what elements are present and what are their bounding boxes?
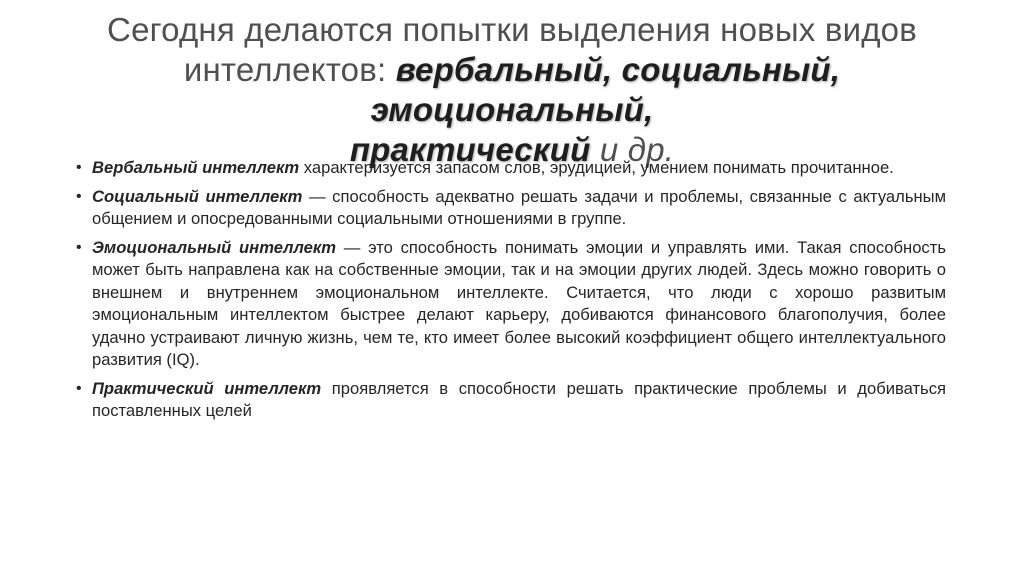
bullet-icon: •: [76, 159, 82, 176]
bullet-icon: •: [76, 187, 82, 205]
slide-title: [60, 10, 964, 170]
list-item-verbal: [76, 157, 946, 180]
bullet-list: [76, 157, 946, 429]
item-text: характеризуется запасом слов, эрудицией, умением понимать прочитанное.: [303, 158, 894, 177]
title-emphasis-1: вербальный, социальный, эмоциональный,: [370, 51, 841, 128]
list-item-practical: [76, 378, 946, 423]
title-line-2: [60, 50, 964, 130]
term-label: Вербальный интеллект: [92, 158, 300, 177]
title-suffix: и др.: [599, 131, 675, 168]
term-label: Эмоциональный интеллект: [92, 237, 336, 257]
list-item-emotional: [76, 237, 946, 372]
title-emphasis-2: практический: [349, 131, 591, 168]
term-label: Практический интеллект: [92, 378, 322, 398]
title-prefix: интеллектов:: [183, 51, 387, 88]
bullet-icon: •: [76, 238, 82, 256]
item-text: — способность адекватно решать задачи и проблемы, связанные с актуальным общением и опосредованными социальными отношениями в группе.: [92, 186, 946, 228]
term-label: Социальный интеллект: [92, 186, 303, 206]
bullet-icon: •: [76, 379, 82, 397]
title-line-1: Сегодня делаются попытки выделения новых видов: [107, 11, 917, 48]
list-item-social: [76, 186, 946, 231]
item-text: — это способность понимать эмоции и управлять ими. Такая способность может быть направлена как на собственные эмоции, так и на эмоции других людей. Здесь можно говорить о внешнем и внутреннем эмоциональном интеллекте. Считается, что люди с хорошо развитым эмоциональным интеллектом быстрее делают карьеру, добиваются финансового благополучия, более удачно устраивают личную жизнь, чем те, кто имеет более высокий коэффициент общего интеллектуального развития (IQ).: [92, 237, 946, 369]
item-text: проявляется в способности решать практические проблемы и добиваться поставленных целей: [92, 378, 946, 420]
